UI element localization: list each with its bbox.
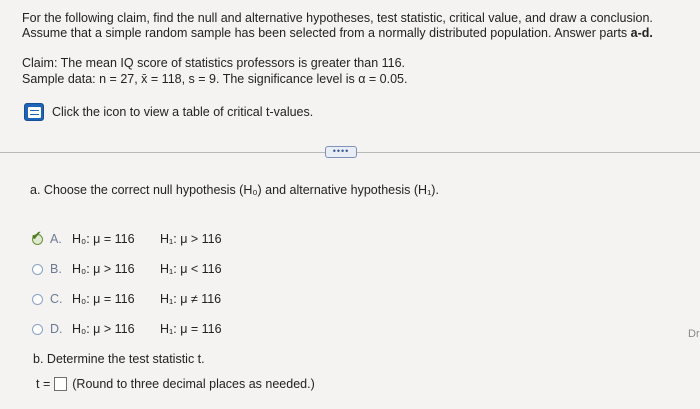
part-a-prefix: a. — [30, 183, 41, 197]
expand-more-button[interactable]: •••• — [325, 146, 357, 158]
option-b-null-hypothesis: H₀: μ > 116 — [72, 262, 135, 276]
part-a-text: Choose the correct null hypothesis (H₀) and alternative hypothesis (H₁). — [43, 183, 439, 197]
question-instructions — [22, 11, 672, 41]
part-b-text: Determine the test statistic t. — [46, 352, 205, 366]
t-table-link-label: Click the icon to view a table of critical t-values. — [52, 105, 314, 119]
option-d-alt-hypothesis: H₁: μ = 116 — [160, 322, 222, 336]
t-table-link[interactable] — [24, 103, 313, 121]
option-a-radio-checked-icon[interactable] — [32, 234, 43, 245]
option-b-letter: B. — [50, 262, 62, 276]
instructions-line-2 — [22, 26, 672, 41]
option-d[interactable] — [32, 314, 250, 344]
option-c-alt-hypothesis: H₁: μ ≠ 116 — [160, 292, 222, 306]
instructions-line-2-text: Assume that a simple random sample has been selected from a normally distributed population. Answer parts — [22, 26, 631, 40]
part-b-question — [33, 352, 205, 366]
option-a-null-hypothesis: H₀: μ = 116 — [72, 232, 135, 246]
instructions-line-1: For the following claim, find the null and alternative hypotheses, test statistic, critical value, and draw a conclusion. — [22, 11, 653, 25]
claim-text: Claim: The mean IQ score of statistics professors is greater than 116. — [22, 56, 406, 70]
claim-block — [22, 55, 407, 87]
option-a[interactable] — [32, 224, 250, 254]
cutoff-edge-text: Dr — [688, 328, 700, 340]
sample-data-text: Sample data: n = 27, x̄ = 118, s = 9. The significance level is α = 0.05. — [22, 72, 408, 86]
option-a-letter: A. — [50, 232, 62, 246]
t-input-label: t = — [36, 377, 51, 391]
option-c[interactable] — [32, 284, 250, 314]
option-a-alt-hypothesis: H₁: μ > 116 — [160, 232, 222, 246]
option-b-alt-hypothesis: H₁: μ < 116 — [160, 262, 222, 276]
option-b[interactable] — [32, 254, 250, 284]
instructions-parts: a-d. — [630, 26, 653, 40]
option-c-null-hypothesis: H₀: μ = 116 — [72, 292, 135, 306]
hypothesis-options — [32, 224, 250, 344]
part-b-prefix: b. — [33, 352, 44, 366]
rounding-hint: (Round to three decimal places as needed.) — [72, 377, 315, 391]
option-d-radio[interactable] — [32, 324, 43, 335]
option-c-letter: C. — [50, 292, 63, 306]
option-c-radio[interactable] — [32, 294, 43, 305]
table-icon[interactable] — [24, 103, 44, 121]
t-answer-row — [36, 377, 315, 391]
option-b-radio[interactable] — [32, 264, 43, 275]
part-a-question — [30, 183, 439, 197]
option-d-letter: D. — [50, 322, 63, 336]
option-d-null-hypothesis: H₀: μ > 116 — [72, 322, 135, 336]
t-statistic-input[interactable] — [54, 377, 67, 391]
